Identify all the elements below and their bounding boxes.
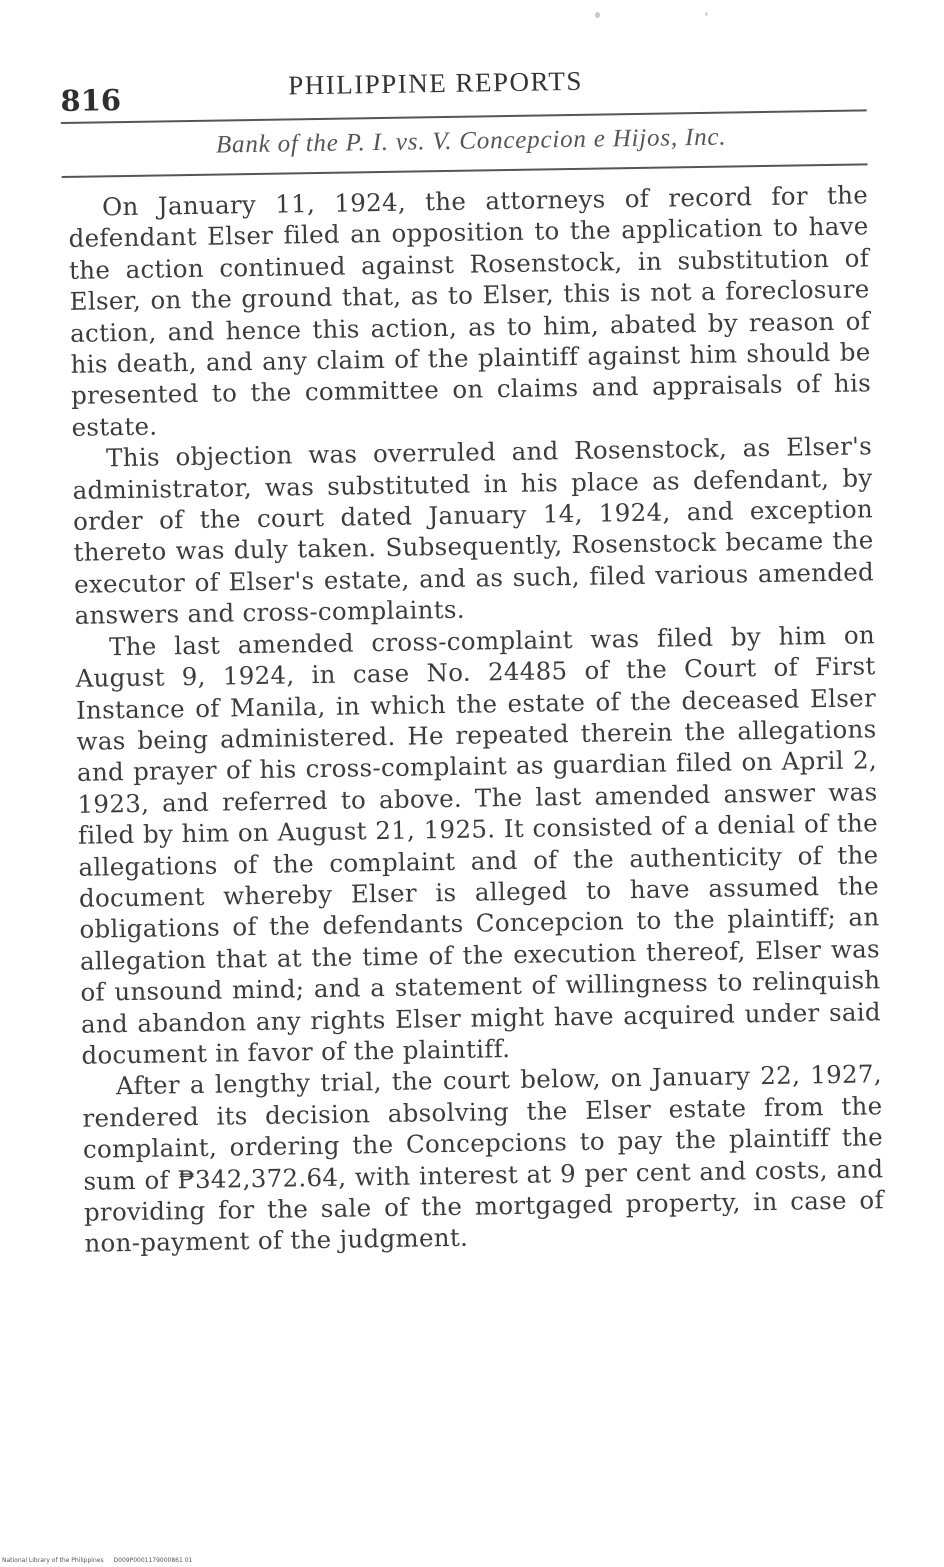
footer-library: National Library of the Philippines xyxy=(2,1557,104,1564)
scan-footer xyxy=(2,1557,200,1564)
paragraph: On January 11, 1924, the attorneys of record for the defendant Elser filed an opposition to the application to have the action continued against Rosenstock, in substitution of Elser, on the ground that, as to Elser, this is not a foreclosure action, and hence this action, as to him, abated by reason of his death, and any claim of the plaintiff against him should be presented to the committee on claims and appraisals of his estate. xyxy=(68,180,872,442)
body-text xyxy=(62,179,885,1259)
running-title: PHILIPPINE REPORTS xyxy=(288,65,584,101)
document-page xyxy=(60,57,899,1260)
case-title: Bank of the P. I. vs. V. Concepcion e Hijos, Inc. xyxy=(215,123,727,159)
paragraph: After a lengthy trial, the court below, on January 22, 1927, rendered its decision absolving the Elser estate from the complaint, ordering the Concepcions to pay the plaintiff the sum of ₱342,372.64, with interest at 9 per cent and costs, and providing for the sale of the mortgaged property, in case of non-payment of the judgment. xyxy=(82,1059,885,1259)
scan-speck xyxy=(705,12,708,16)
paragraph: This objection was overruled and Rosenstock, as Elser's administrator, was substituted in his place as defendant, by order of the court dated January 14, 1924, and exception thereto was duly taken. Subsequently, Rosenstock became the executor of Elser's estate, and as such, filed various amended answers and cross-complaints. xyxy=(72,431,875,631)
footer-code: D009P0001179000861 01 xyxy=(113,1557,193,1564)
paragraph: The last amended cross-complaint was filed by him on August 9, 1924, in case No. 24485 of the Court of First Instance of Manila, in which the estate of the deceased Elser was being administered. He repeated therein the allegations and prayer of his cross-complaint as guardian filed on April 2, 1923, and referred to above. The last amended answer was filed by him on August 21, 1925. It consisted of a denial of the allegations of the complaint and of the authenticity of the document whereby Elser is alleged to have assumed the obligations of the defendants Concepcion to the plaintiff; an allegation that at the time of the execution thereof, Elser was of unsound mind; and a statement of willingness to relinquish and abandon any rights Elser might have acquired under said document in favor of the plaintiff. xyxy=(75,619,882,1070)
scan-speck xyxy=(595,12,600,18)
page-number: 816 xyxy=(60,83,122,118)
header-rule-bottom xyxy=(62,163,868,178)
